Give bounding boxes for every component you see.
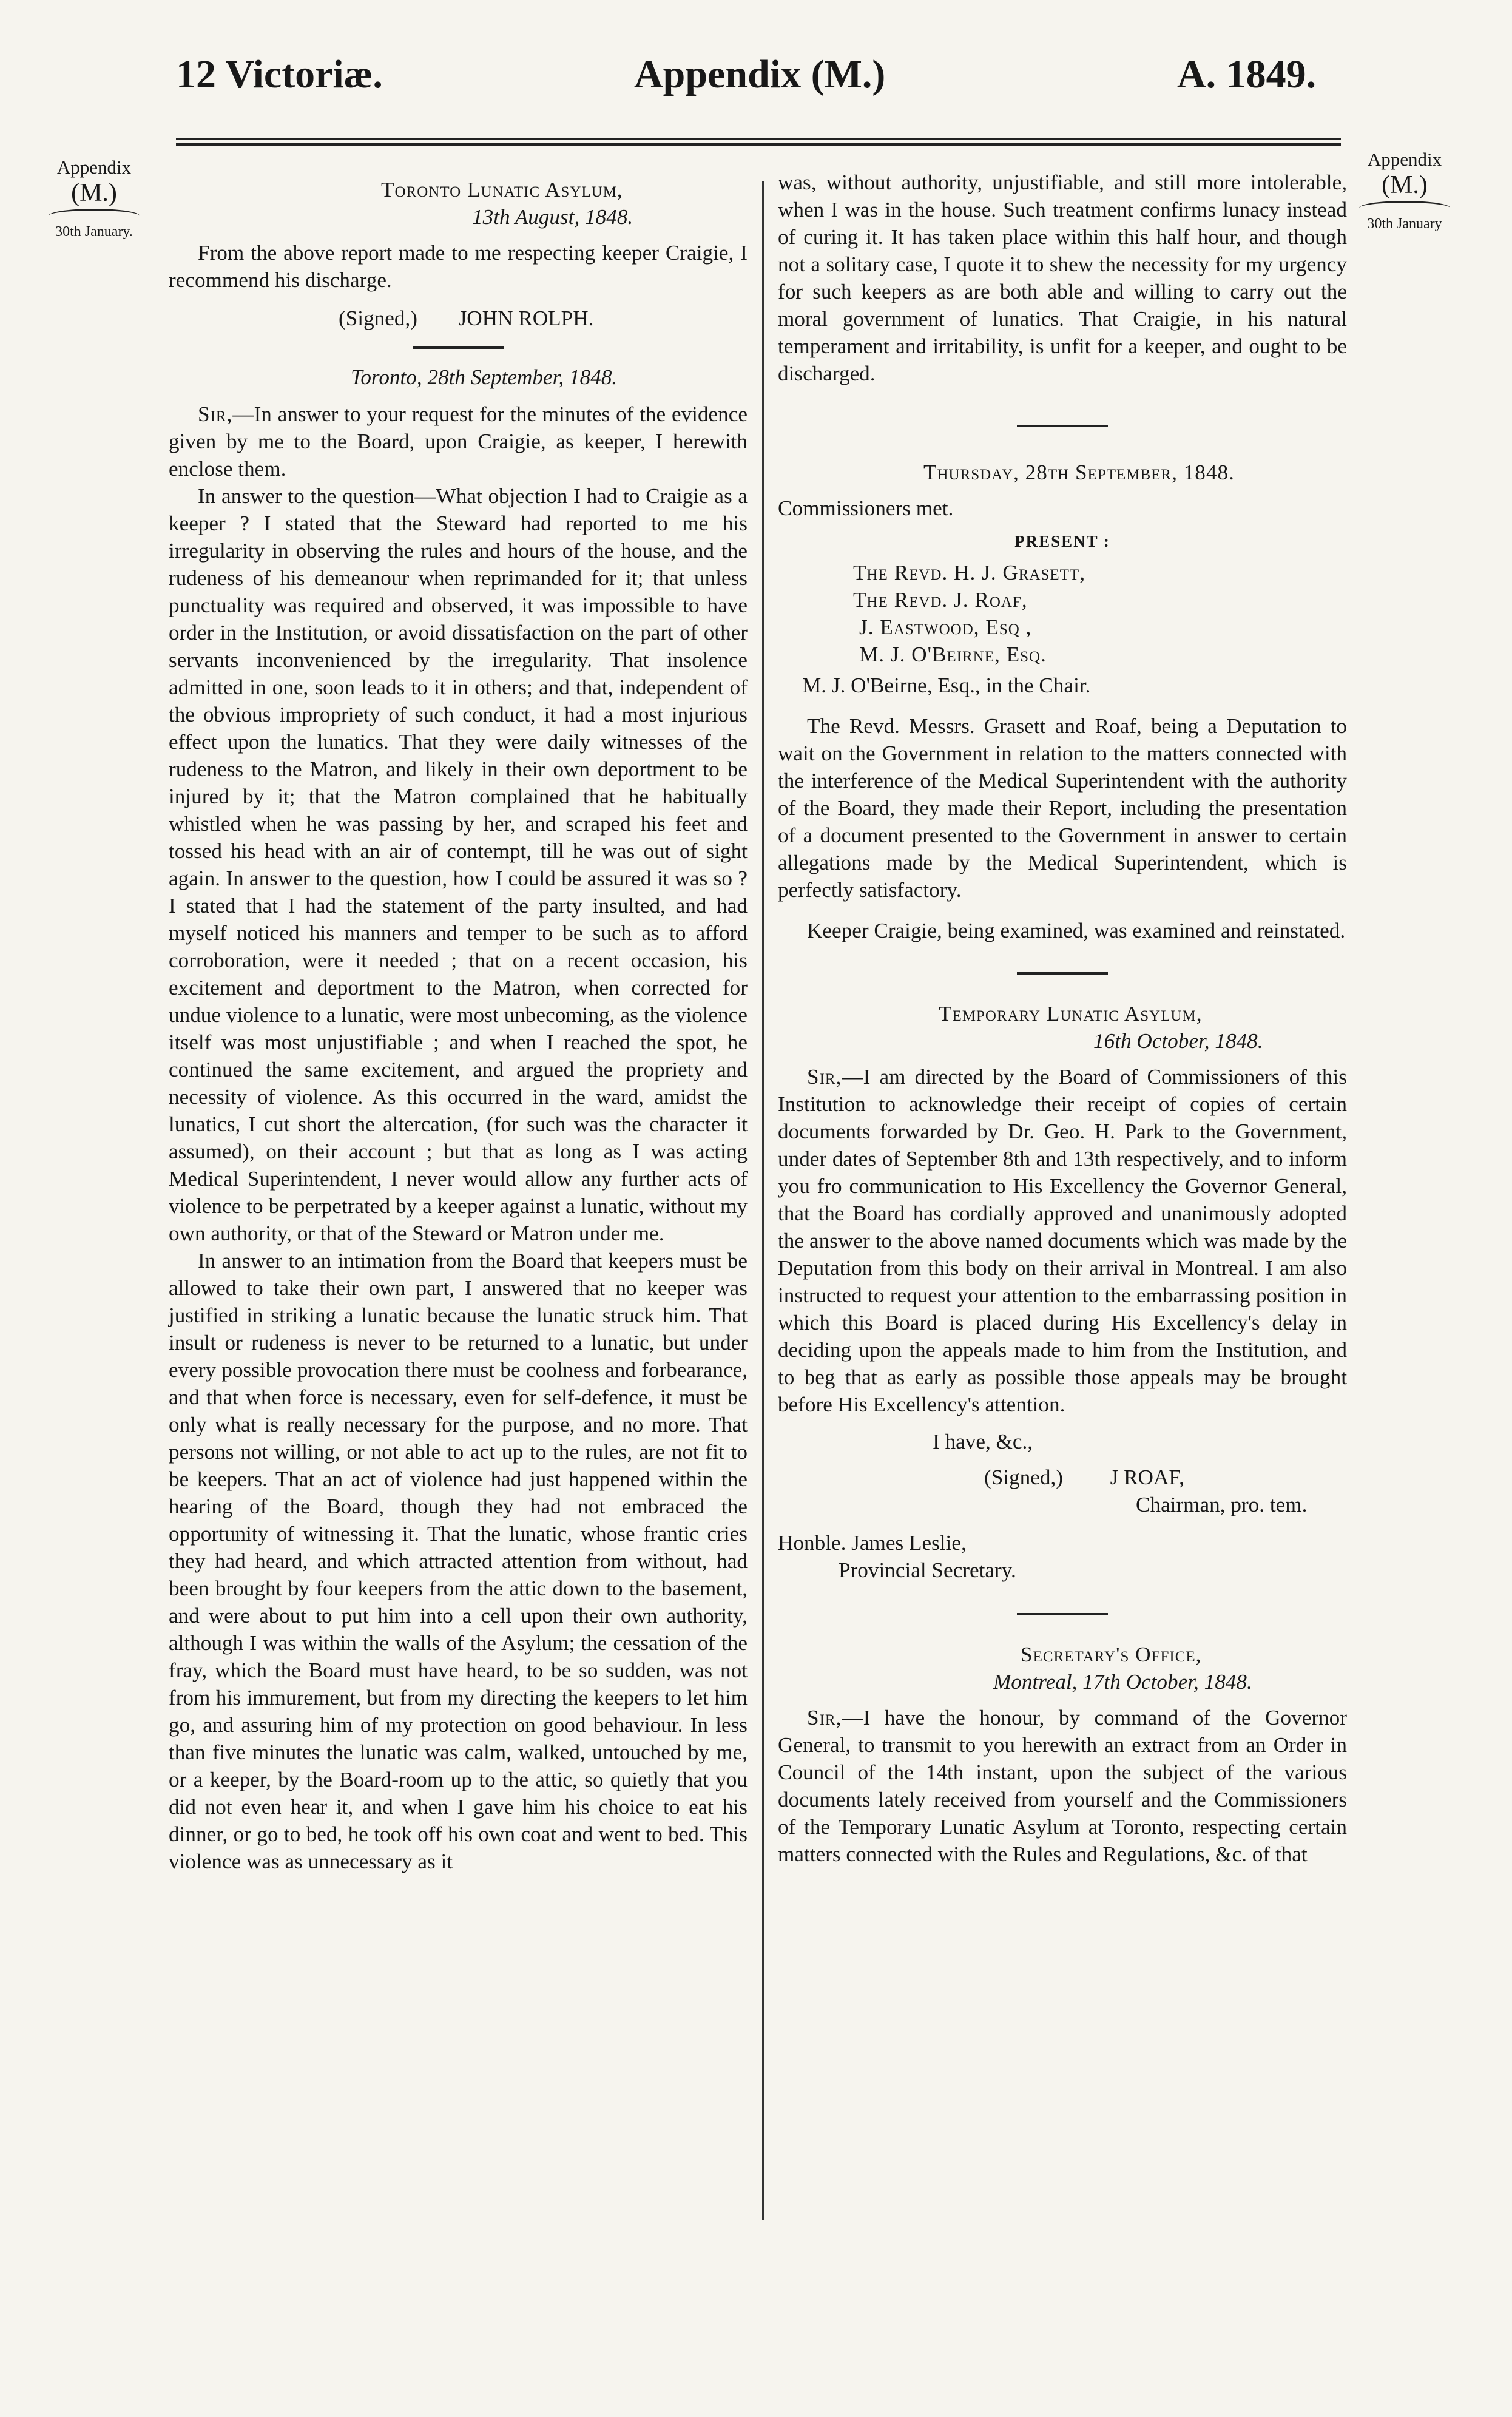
section-divider: [1017, 1613, 1108, 1615]
present-member: The Revd. J. Roaf,: [853, 588, 1028, 612]
salutation: Sir,: [198, 402, 233, 426]
letter3-date: 16th October, 1848.: [1093, 1029, 1263, 1053]
side-date: 30th January.: [55, 223, 133, 240]
letter1-place: Toronto Lunatic Asylum,: [381, 178, 623, 201]
letter1-body: From the above report made to me respecting keeper Craigie, I recommend his discharge.: [169, 241, 748, 292]
signed-label: (Signed,): [984, 1465, 1063, 1489]
present-label: PRESENT :: [1014, 532, 1110, 550]
running-head-right: A. 1849.: [1177, 52, 1317, 96]
column-divider: [762, 181, 764, 2220]
header-rule-thin: [176, 138, 1341, 140]
running-head-left: 12 Victoriæ.: [176, 52, 383, 96]
letter3-signature-line: [778, 1464, 1347, 1491]
present-member: The Revd. H. J. Grasett,: [853, 561, 1086, 584]
side-date: 30th January: [1367, 215, 1442, 232]
letter2-paragraph-3: In answer to an intimation from the Board that keepers must be allowed to take their own part, I answered that no keeper was justified in striking a lunatic because the lunatic struck him. That insult or rudeness is never to be returned to a lunatic, but under every possible provocation there must be coolness and forbearance, and that when force is necessary, even for self-defence, it must be only what is really necessary for the purpose, and no more. That persons not willing, or not able to act up to the rules, are not fit to be keepers. That an act of violence had just happened within the hearing of the Board, though they had not embraced the opportunity of witnessing it. That the lunatic, whose frantic cries they had heard, and which attracted attention from without, had been brought by four keepers from the attic down to the basement, and were about to put him into a cell upon their own authority, although I was within the walls of the Asylum; the cessation of the fray, which the Board must have heard, to be so sudden, was not from his immurement, but from my directing the keepers to let him go, and assuring him of my protection on good behaviour. In less than five minutes the lunatic was calm, walked, untouched by me, or a keeper, by the Board-room up to the attic, so quietly that you did not even hear it, and when I gave him his choice to eat his dinner, or go to bed, he took off his own coat and went to bed. This violence was as unnecessary as it: [169, 1249, 748, 1873]
letter3-body: Sir,—I am directed by the Board of Commissioners of this Institution to acknowledge their receipt of copies of certain documents forwarded by Dr. Geo. H. Park to the Government, under dates of September 8th and 13th respectively, and to inform you fro communication to His Excellency the Governor General, that the Board has cordially approved and unanimously adopted the answer to the above named documents which was made by the Deputation from this body on their arrival in Montreal. I am also instructed to request your attention to the embarrassing position in which this Board is placed during His Excellency's delay in deciding upon the appeals made to him from the Institution, and to beg that as early as possible those appeals may be brought before His Excellency's attention.: [778, 1065, 1347, 1416]
side-label: Appendix: [56, 157, 132, 178]
letter3-signer-title: Chairman, pro. tem.: [1136, 1493, 1308, 1516]
present-list: [778, 559, 1347, 668]
side-label: Appendix: [1367, 149, 1442, 170]
brace-mark: [1359, 201, 1450, 215]
letter2-paragraph-2: In answer to the question—What objection I had to Craigie as a keeper ? I stated that the Steward had reported to me his irregularity in observing the rules and hours of the house, and the rudeness of his demeanour when reprimanded for it; that unless punctuality was required and observed, it was impossible to have order in the Institution, or avoid dissatisfaction on the part of other servants inconvenienced by the irregularity. That insolence admitted in one, soon leads to it in others; and that, independent of the obvious impropriety of such conduct, it had a most injurious effect upon the lunatics. That they were daily witnesses of the rudeness to the Matron, and likely in their own deportment to be injured by it; that the Matron complained that he habitually whistled when he was passing by her, and scraped his feet and tossed his head with an air of contempt, till he was out of sight again. In answer to the question, how I could be assured it was so ? I stated that I had the statement of the party insulted, and had myself noticed his manners and temper to be such as to afford corroboration, were it needed ; that on a recent occasion, his excitement and deportment to the Matron, when corrected for undue violence to a lunatic, were most unbecoming, as the violence itself was most unjustifiable ; and when I reached the spot, he continued the same excitement, and argued the propriety and necessity of violence. As this occurred in the ward, amidst the lunatics, I cut short the altercation, (for such was the character it assumed), on their account ; but that as long as I was acting Medical Superintendent, I never would allow any further acts of violence to be perpetrated by a keeper against a lunatic, without my own authority, or that of the Steward or Matron under me.: [169, 484, 748, 1245]
salutation: Sir,: [807, 1065, 842, 1089]
present-member: M. J. O'Beirne, Esq.: [859, 643, 1047, 666]
letter4-date: Montreal, 17th October, 1848.: [993, 1670, 1252, 1694]
section-divider: [1017, 425, 1108, 427]
letter3-addressee-title: Provincial Secretary.: [839, 1558, 1016, 1582]
continued-paragraph: was, without authority, unjustifiable, and still more intolerable, when I was in the house. Such treatment confirms lunacy instead of curing it. It has taken place within this half hour, and though not a solitary case, I quote it to shew the necessity for my urgency for such keepers as are both able and willing to carry out the moral government of lunatics. That Craigie, in his natural temperament and irritability, is unfit for a keeper, and ought to be discharged.: [778, 171, 1347, 385]
letter1-date: 13th August, 1848.: [472, 205, 633, 229]
chair-line: M. J. O'Beirne, Esq., in the Chair.: [802, 674, 1091, 697]
letter3-close: I have, &c.,: [933, 1430, 1033, 1453]
header-rule-thick: [176, 143, 1341, 146]
letter3-place: Temporary Lunatic Asylum,: [939, 1002, 1203, 1026]
meeting-date: Thursday, 28th September, 1848.: [923, 461, 1235, 484]
side-letter: (M.): [1382, 171, 1428, 199]
letter1-signature-line: [169, 305, 748, 332]
letter2-dateline: Toronto, 28th September, 1848.: [351, 365, 618, 389]
salutation: Sir,: [807, 1706, 842, 1729]
meeting-paragraph-2: Keeper Craigie, being examined, was examined and reinstated.: [807, 919, 1346, 942]
side-letter: (M.): [71, 178, 117, 207]
right-column: [778, 169, 1347, 1868]
letter4-body: Sir,—I have the honour, by command of the Governor General, to transmit to you herewith an extract from an Order in Council of the 14th instant, upon the subject of the various documents lately received from yourself and the Commissioners of the Temporary Lunatic Asylum at Toronto, respecting certain matters connected with the Rules and Regulations, &c. of that: [778, 1706, 1347, 1866]
present-member: J. Eastwood, Esq ,: [859, 615, 1032, 639]
meeting-met: Commissioners met.: [778, 496, 954, 520]
section-divider: [413, 346, 504, 349]
meeting-paragraph-1: The Revd. Messrs. Grasett and Roaf, being a Deputation to wait on the Government in relation to the matters connected with the interference of the Medical Superintendent with the authority of the Board, they made their Report, including the presentation of a document presented to the Government in answer to certain allegations made by the Medical Superintendent, which is perfectly satisfactory.: [778, 714, 1347, 902]
letter2-paragraph-1: Sir,—In answer to your request for the minutes of the evidence given by me to the Board, upon Craigie, as keeper, I herewith enclose them.: [169, 402, 748, 481]
letter3-addressee-name: Honble. James Leslie,: [778, 1531, 967, 1555]
left-column: [169, 176, 748, 1875]
side-note-left: [24, 157, 164, 241]
side-note-right: [1335, 149, 1474, 233]
section-divider: [1017, 972, 1108, 975]
running-head-center: Appendix (M.): [634, 52, 886, 96]
letter4-place: Secretary's Office,: [1021, 1643, 1202, 1666]
brace-mark: [49, 209, 140, 223]
signer-name: JOHN ROLPH.: [458, 306, 594, 330]
signed-label: (Signed,): [339, 306, 417, 330]
signer-name: J ROAF,: [1110, 1465, 1184, 1489]
